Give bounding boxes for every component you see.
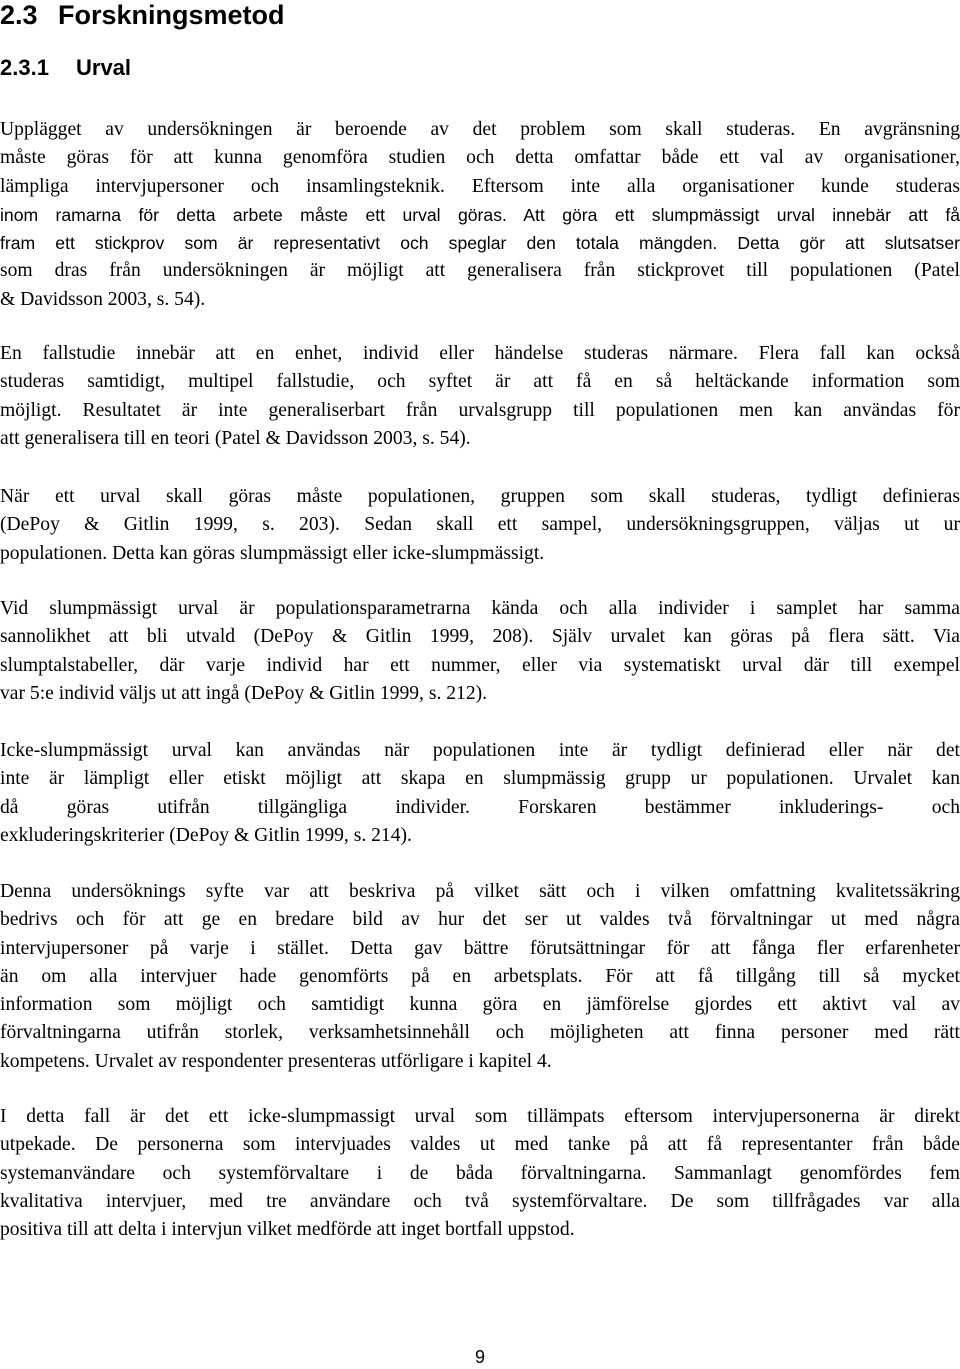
text-line: bedrivs och för att ge en bredare bild av hur det ser ut valdes två förvaltningar ut med några [0,909,960,931]
text-line: information som möjligt och samtidigt kunna göra en jämförelse gjordes ett aktivt val av [0,994,960,1016]
text-line: När ett urval skall göras måste populationen, gruppen som skall studeras, tydligt definieras [0,486,960,507]
text-line: En fallstudie innebär att en enhet, individ eller händelse studeras närmare. Flera fall kan också [0,343,960,364]
page-number: 9 [474,1347,485,1367]
text-line: då göras utifrån tillgängliga individer. Forskaren bestämmer inkluderings- och [0,796,960,818]
text-line: lämpliga intervjupersoner och insamlingsteknik. Eftersom inte alla organisationer kunde studeras [0,175,960,197]
text-line: än om alla intervjuer hade genomförts på en arbetsplats. För att få tillgång till så mycket [0,965,960,987]
text-line: systemanvändare och systemförvaltare i de båda förvaltningarna. Sammanlagt genomfördes fem [0,1162,960,1184]
paragraph-random-sampling [0,595,960,708]
paragraph-case-study [0,340,960,453]
text-line: Upplägget av undersökningen är beroende av det problem som skall studeras. En avgränsning [0,119,960,140]
text-line: intervjupersoner på varje i stället. Detta gav bättre förutsättningar för att fånga fler erfarenheter [0,937,960,959]
text-line: inte är lämpligt eller etiskt möjligt att skapa en slumpmässig grupp ur populationen. Urvalet kan [0,768,960,790]
subsection-title: Urval [76,55,132,80]
section-number: 2.3 [0,0,38,30]
paragraph-non-random-sampling [0,737,960,850]
text-line: var 5:e individ väljs ut att ingå (DePoy & Gitlin 1999, s. 212). [0,682,488,704]
text-line: förvaltningarna utifrån storlek, verksamhetsinnehåll och möjligheten att finna personer med rätt [0,1022,960,1044]
text-line: studeras samtidigt, multipel fallstudie, och syftet är att få en så heltäckande information som [0,371,960,393]
text-line: Icke-slumpmässigt urval kan användas när populationen inte är tydligt definierad eller när det [0,740,960,761]
paragraph-study-purpose [0,878,960,1076]
text-line: måste göras för att kunna genomföra studien och detta omfattar både ett val av organisationer, [0,147,960,169]
text-line: som dras från undersökningen är möjligt att generalisera från stickprovet till populationen (Patel [0,260,960,282]
text-line: & Davidsson 2003, s. 54). [0,288,206,310]
section-title: Forskningsmetod [58,0,285,30]
text-line: kompetens. Urvalet av respondenter presenteras utförligare i kapitel 4. [0,1050,552,1072]
text-line: sannolikhet att bli utvald (DePoy & Gitlin 1999, 208). Själv urvalet kan göras på flera sätt. Via [0,626,960,648]
text-line: positiva till att delta i intervjun vilket medförde att inget bortfall uppstod. [0,1219,575,1241]
text-line: Vid slumpmässigt urval är populationsparametrarna kända och alla individer i samplet har samma [0,598,960,619]
text-line: kvalitativa intervjuer, med tre användare och två systemförvaltare. De som tillfrågades var alla [0,1190,960,1212]
paragraph-interviews [0,1103,960,1244]
text-line: exkluderingskriterier (DePoy & Gitlin 1999, s. 214). [0,824,412,846]
text-line: inom ramarna för detta arbete måste ett urval göras. Att göra ett slumpmässigt urval innebär att få [0,204,960,225]
subsection-number: 2.3.1 [0,55,49,80]
text-line: I detta fall är det ett icke-slumpmassigt urval som tillämpats eftersom intervjupersonerna är direkt [0,1106,960,1127]
text-line: möjligt. Resultatet är inte generaliserbart från urvalsgrupp till populationen men kan användas för [0,399,960,421]
section-heading [0,0,285,32]
text-line: utpekade. De personerna som intervjuades valdes ut med tanke på att få representanter från både [0,1134,960,1156]
paragraph-sampling-intro [0,116,960,314]
text-line: fram ett stickprov som är representativt och speglar den totala mängden. Detta gör att slutsatser [0,233,960,254]
text-line: Denna undersöknings syfte var att beskriva på vilket sätt och i vilken omfattning kvalitetssäkring [0,881,960,902]
text-line: slumptalstabeller, där varje individ har ett nummer, eller via systematiskt urval där till exempel [0,654,960,676]
text-line: att generalisera till en teori (Patel & Davidsson 2003, s. 54). [0,427,471,449]
text-line: populationen. Detta kan göras slumpmässigt eller icke-slumpmässigt. [0,542,545,564]
paragraph-population [0,483,960,568]
text-line: (DePoy & Gitlin 1999, s. 203). Sedan skall ett sampel, undersökningsgruppen, väljas ut ur [0,514,960,536]
subsection-heading [0,53,131,83]
